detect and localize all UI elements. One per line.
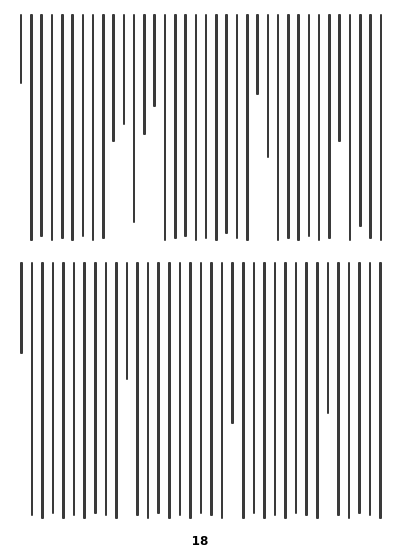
text-column <box>83 262 86 519</box>
text-column <box>267 14 270 158</box>
text-column <box>200 262 203 514</box>
text-column <box>308 14 311 237</box>
text-column <box>287 14 290 239</box>
text-column <box>51 14 54 241</box>
text-column <box>41 262 44 519</box>
text-column <box>133 14 136 223</box>
text-column <box>327 262 330 414</box>
text-column <box>147 262 150 519</box>
text-column <box>318 14 321 241</box>
text-column <box>242 262 245 519</box>
text-column <box>253 262 256 514</box>
text-column <box>184 14 187 237</box>
text-column <box>328 14 331 239</box>
text-column <box>205 14 208 239</box>
text-column <box>246 14 249 241</box>
text-column <box>369 262 372 516</box>
text-column <box>337 262 340 516</box>
text-column <box>40 14 43 237</box>
text-column <box>379 262 382 519</box>
text-column <box>274 262 277 516</box>
text-column <box>153 14 156 107</box>
text-column <box>231 262 234 424</box>
page-number: 18 <box>191 534 209 548</box>
text-column <box>61 14 64 239</box>
text-column <box>316 262 319 519</box>
text-column <box>225 14 228 234</box>
text-column <box>358 262 361 514</box>
text-column <box>94 262 97 514</box>
text-column <box>284 262 287 519</box>
text-column <box>168 262 171 519</box>
text-column <box>102 14 105 239</box>
text-column <box>105 262 108 516</box>
text-column <box>30 14 33 241</box>
text-column <box>143 14 146 135</box>
text-column <box>31 262 34 516</box>
text-column <box>195 14 198 241</box>
upper-text-tier <box>16 14 386 246</box>
text-column <box>189 262 192 519</box>
text-column <box>380 14 383 241</box>
text-column <box>73 262 76 516</box>
text-column <box>126 262 129 380</box>
text-column <box>215 14 218 241</box>
text-column <box>20 262 23 354</box>
text-column <box>359 14 362 227</box>
text-column <box>236 14 239 239</box>
text-column <box>62 262 65 519</box>
text-column <box>174 14 177 239</box>
text-column <box>20 14 23 84</box>
text-column <box>277 14 280 241</box>
text-column <box>256 14 259 95</box>
text-column <box>112 14 115 142</box>
text-column <box>52 262 55 514</box>
text-column <box>263 262 266 519</box>
text-column <box>115 262 118 519</box>
lower-text-tier <box>16 262 386 524</box>
text-column <box>92 14 95 241</box>
text-column <box>164 14 167 241</box>
text-column <box>305 262 308 516</box>
text-column <box>157 262 160 514</box>
text-column <box>295 262 298 514</box>
text-column <box>369 14 372 239</box>
text-column <box>71 14 74 241</box>
text-column <box>338 14 341 142</box>
text-column <box>123 14 126 125</box>
text-column <box>179 262 182 516</box>
text-column <box>221 262 224 519</box>
text-column <box>348 262 351 519</box>
text-column <box>82 14 85 237</box>
text-column <box>210 262 213 516</box>
text-column <box>136 262 139 516</box>
tier-divider <box>16 254 386 255</box>
text-column <box>349 14 352 241</box>
text-column <box>297 14 300 241</box>
